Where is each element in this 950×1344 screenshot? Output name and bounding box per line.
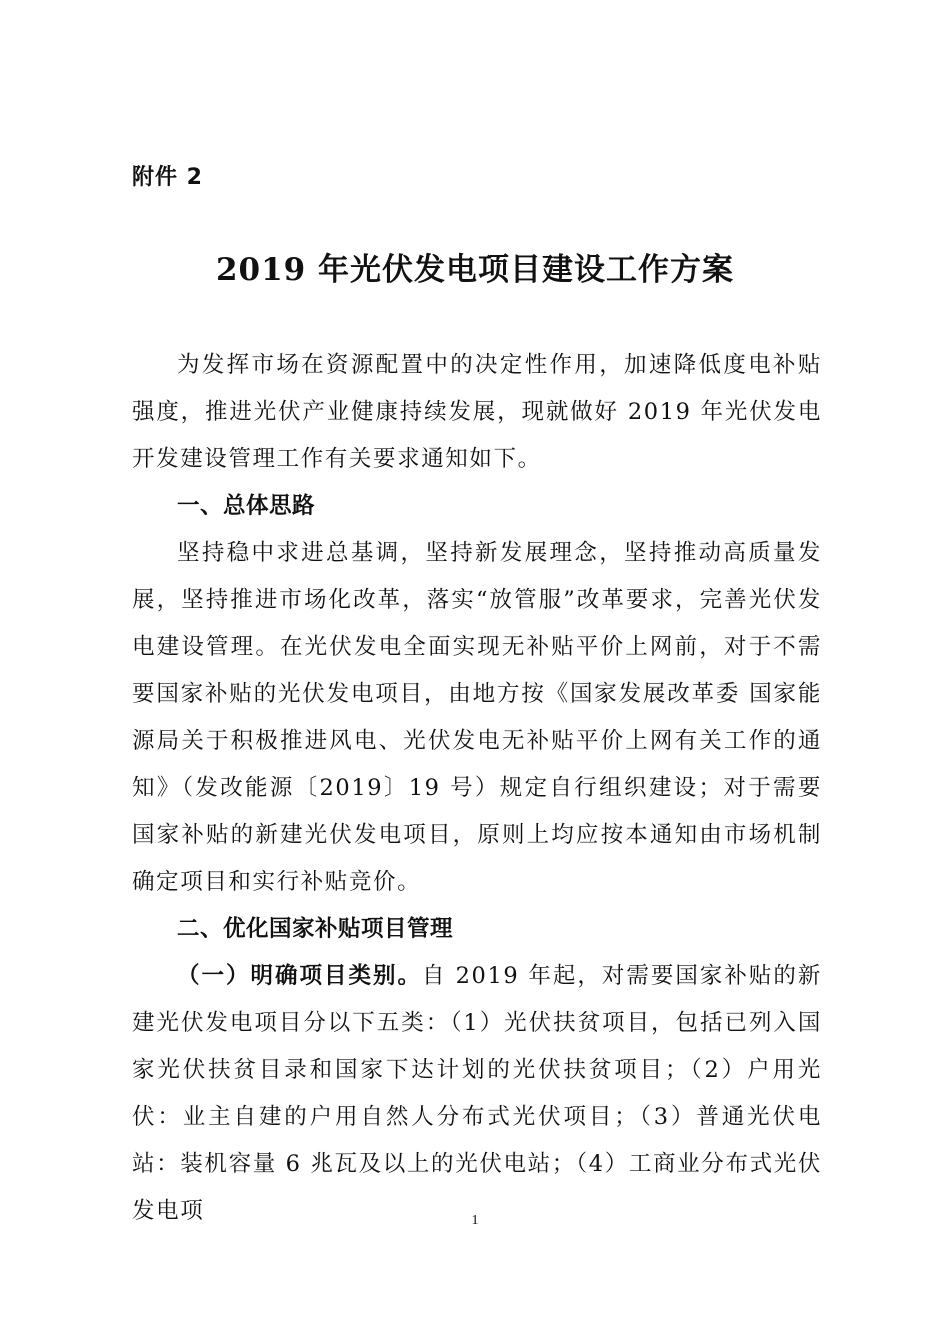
- page-number: 1: [471, 1213, 479, 1228]
- section2-heading: 二、优化国家补贴项目管理: [177, 916, 454, 942]
- document-body: [132, 342, 822, 1235]
- subsection1-label: （一）明确项目类别。: [177, 963, 422, 989]
- section2-paragraph: [132, 953, 822, 1235]
- section1-heading: 一、总体思路: [177, 493, 316, 519]
- subsection1-body: 自 2019 年起，对需要国家补贴的新建光伏发电项目分以下五类：（1）光伏扶贫项目，包括已列入国家光伏扶贫目录和国家下达计划的光伏扶贫项目；（2）户用光伏：业主自建的户用自然人分布式光伏项目；（3）普通光伏电站：装机容量 6 兆瓦及以上的光伏电站；（4）工商业分布式光伏发电项: [132, 963, 822, 1224]
- intro-paragraph: 为发挥市场在资源配置中的决定性作用，加速降低度电补贴强度，推进光伏产业健康持续发展，现就做好 2019 年光伏发电开发建设管理工作有关要求通知如下。: [132, 352, 822, 472]
- section1-paragraph: 坚持稳中求进总基调，坚持新发展理念，坚持推动高质量发展，坚持推进市场化改革，落实“放管服”改革要求，完善光伏发电建设管理。在光伏发电全面实现无补贴平价上网前，对于不需要国家补贴的光伏发电项目，由地方按《国家发展改革委 国家能源局关于积极推进风电、光伏发电无补贴平价上网有关工作的通知》（发改能源〔2019〕19 号）规定自行组织建设；对于需要国家补贴的新建光伏发电项目，原则上均应按本通知由市场机制确定项目和实行补贴竞价。: [132, 540, 822, 895]
- attachment-label: 附件 2: [132, 165, 203, 190]
- document-title: 2019 年光伏发电项目建设工作方案: [215, 252, 735, 288]
